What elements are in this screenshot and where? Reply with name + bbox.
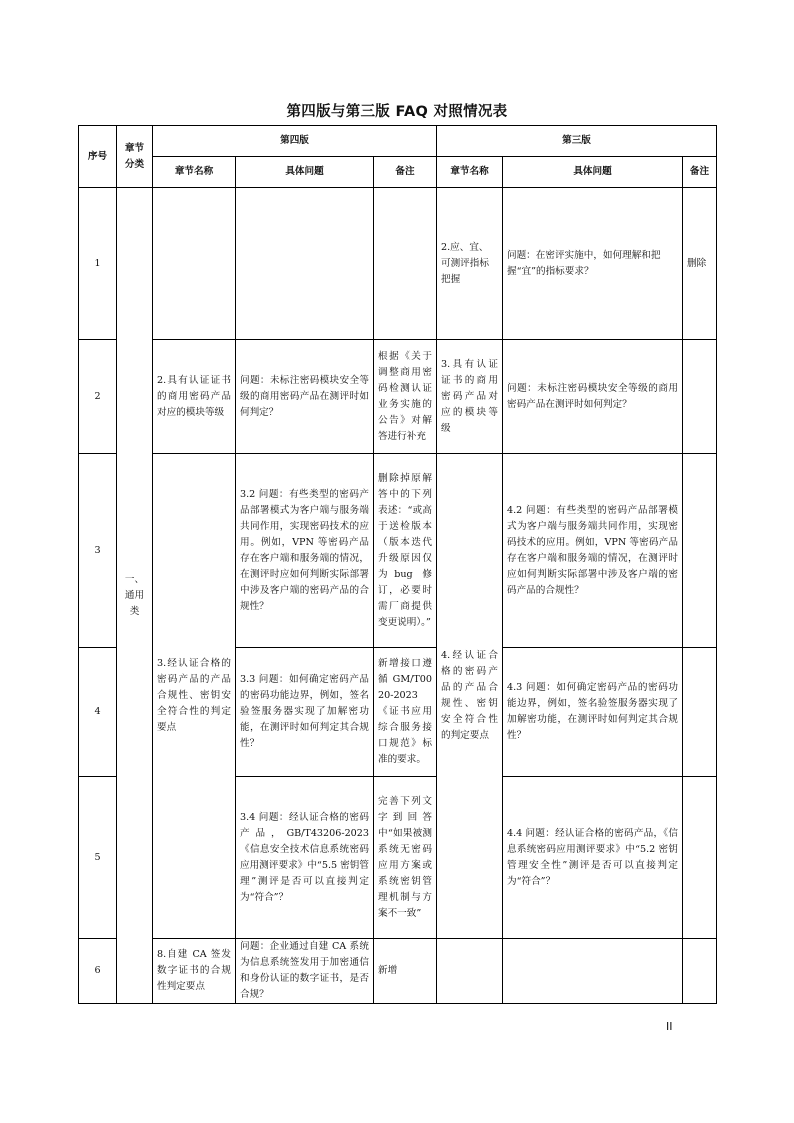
v4-question-cell: 3.4 问题：经认证合格的密码产品，GB/T43206-2023《信息安全技术信息系统密码应用测评要求》中“5.5 密钥管理”测评是否可以直接判定为“符合”？	[236, 777, 374, 939]
v3-question-cell: 4.3 问题：如何确定密码产品的密码功能边界，例如，签名验签服务器实现了加解密功能，在测评时如何判定其合规性？	[503, 648, 683, 777]
header-v4-remark: 备注	[374, 157, 437, 188]
header-chapter-class: 章节分类	[117, 126, 153, 188]
header-row-2	[79, 157, 717, 188]
v3-chapter-cell: 3.具有认证证书的商用密码产品对应的模块等级	[437, 340, 503, 454]
row-seq: 4	[79, 648, 117, 777]
faq-comparison-table	[78, 125, 717, 1004]
v3-remark-cell	[683, 777, 717, 939]
category-cell: 一、通用类	[117, 188, 153, 1004]
v3-question-cell	[503, 939, 683, 1004]
row-seq: 2	[79, 340, 117, 454]
header-v3-remark: 备注	[683, 157, 717, 188]
table-row	[79, 454, 717, 648]
header-v4-chapter-name: 章节名称	[153, 157, 236, 188]
v4-remark-cell: 根据《关于调整商用密码检测认证业务实施的公告》对解答进行补充	[374, 340, 437, 454]
v3-chapter-group-cell: 4.经认证合格的密码产品的产品合规性、密钥安全符合性的判定要点	[437, 454, 503, 939]
table-row	[79, 188, 717, 340]
v4-remark-cell: 新增接口遵循GM/T0020-2023《证书应用综合服务接口规范》标准的要求。	[374, 648, 437, 777]
v4-chapter-cell	[153, 188, 236, 340]
header-v4-question: 具体问题	[236, 157, 374, 188]
v4-chapter-group-cell: 3.经认证合格的密码产品的产品合规性、密钥安全符合性的判定要点	[153, 454, 236, 939]
header-v3: 第三版	[437, 126, 717, 157]
v4-question-cell	[236, 188, 374, 340]
v3-remark-cell	[683, 939, 717, 1004]
v3-question-cell: 问题：在密评实施中，如何理解和把握“宜”的指标要求？	[503, 188, 683, 340]
header-v3-chapter-name: 章节名称	[437, 157, 503, 188]
row-seq: 6	[79, 939, 117, 1004]
v4-remark-cell	[374, 188, 437, 340]
page-number: II	[666, 1020, 673, 1033]
v3-chapter-cell	[437, 939, 503, 1004]
v3-question-cell: 问题：未标注密码模块安全等级的商用密码产品在测评时如何判定？	[503, 340, 683, 454]
row-seq: 3	[79, 454, 117, 648]
v4-question-cell: 3.3 问题：如何确定密码产品的密码功能边界，例如，签名验签服务器实现了加解密功能，在测评时如何判定其合规性？	[236, 648, 374, 777]
v3-remark-cell	[683, 454, 717, 648]
v4-chapter-cell: 8.自建 CA 签发数字证书的合规性判定要点	[153, 939, 236, 1004]
header-seq: 序号	[79, 126, 117, 188]
v4-remark-cell: 新增	[374, 939, 437, 1004]
v4-chapter-cell: 2.具有认证证书的商用密码产品对应的模块等级	[153, 340, 236, 454]
v4-remark-cell: 删除掉原解答中的下列表述：“或高于送检版本（版本迭代升级原因仅为bug 修订，必要时需厂商提供变更说明）。”	[374, 454, 437, 648]
v4-remark-cell: 完善下列文字到回答中“如果被测系统无密码应用方案或系统密钥管理机制与方案不一致”	[374, 777, 437, 939]
header-v4: 第四版	[153, 126, 437, 157]
header-v3-question: 具体问题	[503, 157, 683, 188]
row-seq: 1	[79, 188, 117, 340]
v4-question-cell: 问题：企业通过自建 CA 系统为信息系统签发用于加密通信和身份认证的数字证书，是否合规？	[236, 939, 374, 1004]
page-title: 第四版与第三版 FAQ 对照情况表	[286, 104, 508, 120]
v3-remark-cell: 删除	[683, 188, 717, 340]
table-row	[79, 939, 717, 1004]
v4-question-cell: 问题：未标注密码模块安全等级的商用密码产品在测评时如何判定？	[236, 340, 374, 454]
row-seq: 5	[79, 777, 117, 939]
header-row-1	[79, 126, 717, 157]
v3-remark-cell	[683, 648, 717, 777]
table-row	[79, 340, 717, 454]
v3-remark-cell	[683, 340, 717, 454]
v4-question-cell: 3.2 问题：有些类型的密码产品部署模式为客户端与服务端共同作用，实现密码技术的应用。例如，VPN 等密码产品存在客户端和服务端的情况，在测评时应如何判断实际部署中涉及客户端的密码产品的合规性？	[236, 454, 374, 648]
v3-question-cell: 4.4 问题：经认证合格的密码产品，《信息系统密码应用测评要求》中“5.2 密钥管理安全性”测评是否可以直接判定为“符合”？	[503, 777, 683, 939]
v3-question-cell: 4.2 问题：有些类型的密码产品部署模式为客户端与服务端共同作用，实现密码技术的应用。例如，VPN 等密码产品存在客户端和服务端的情况，在测评时应如何判断实际部署中涉及客户端的密码产品的合规性？	[503, 454, 683, 648]
v3-chapter-cell: 2.应、宜、可测评指标把握	[437, 188, 503, 340]
